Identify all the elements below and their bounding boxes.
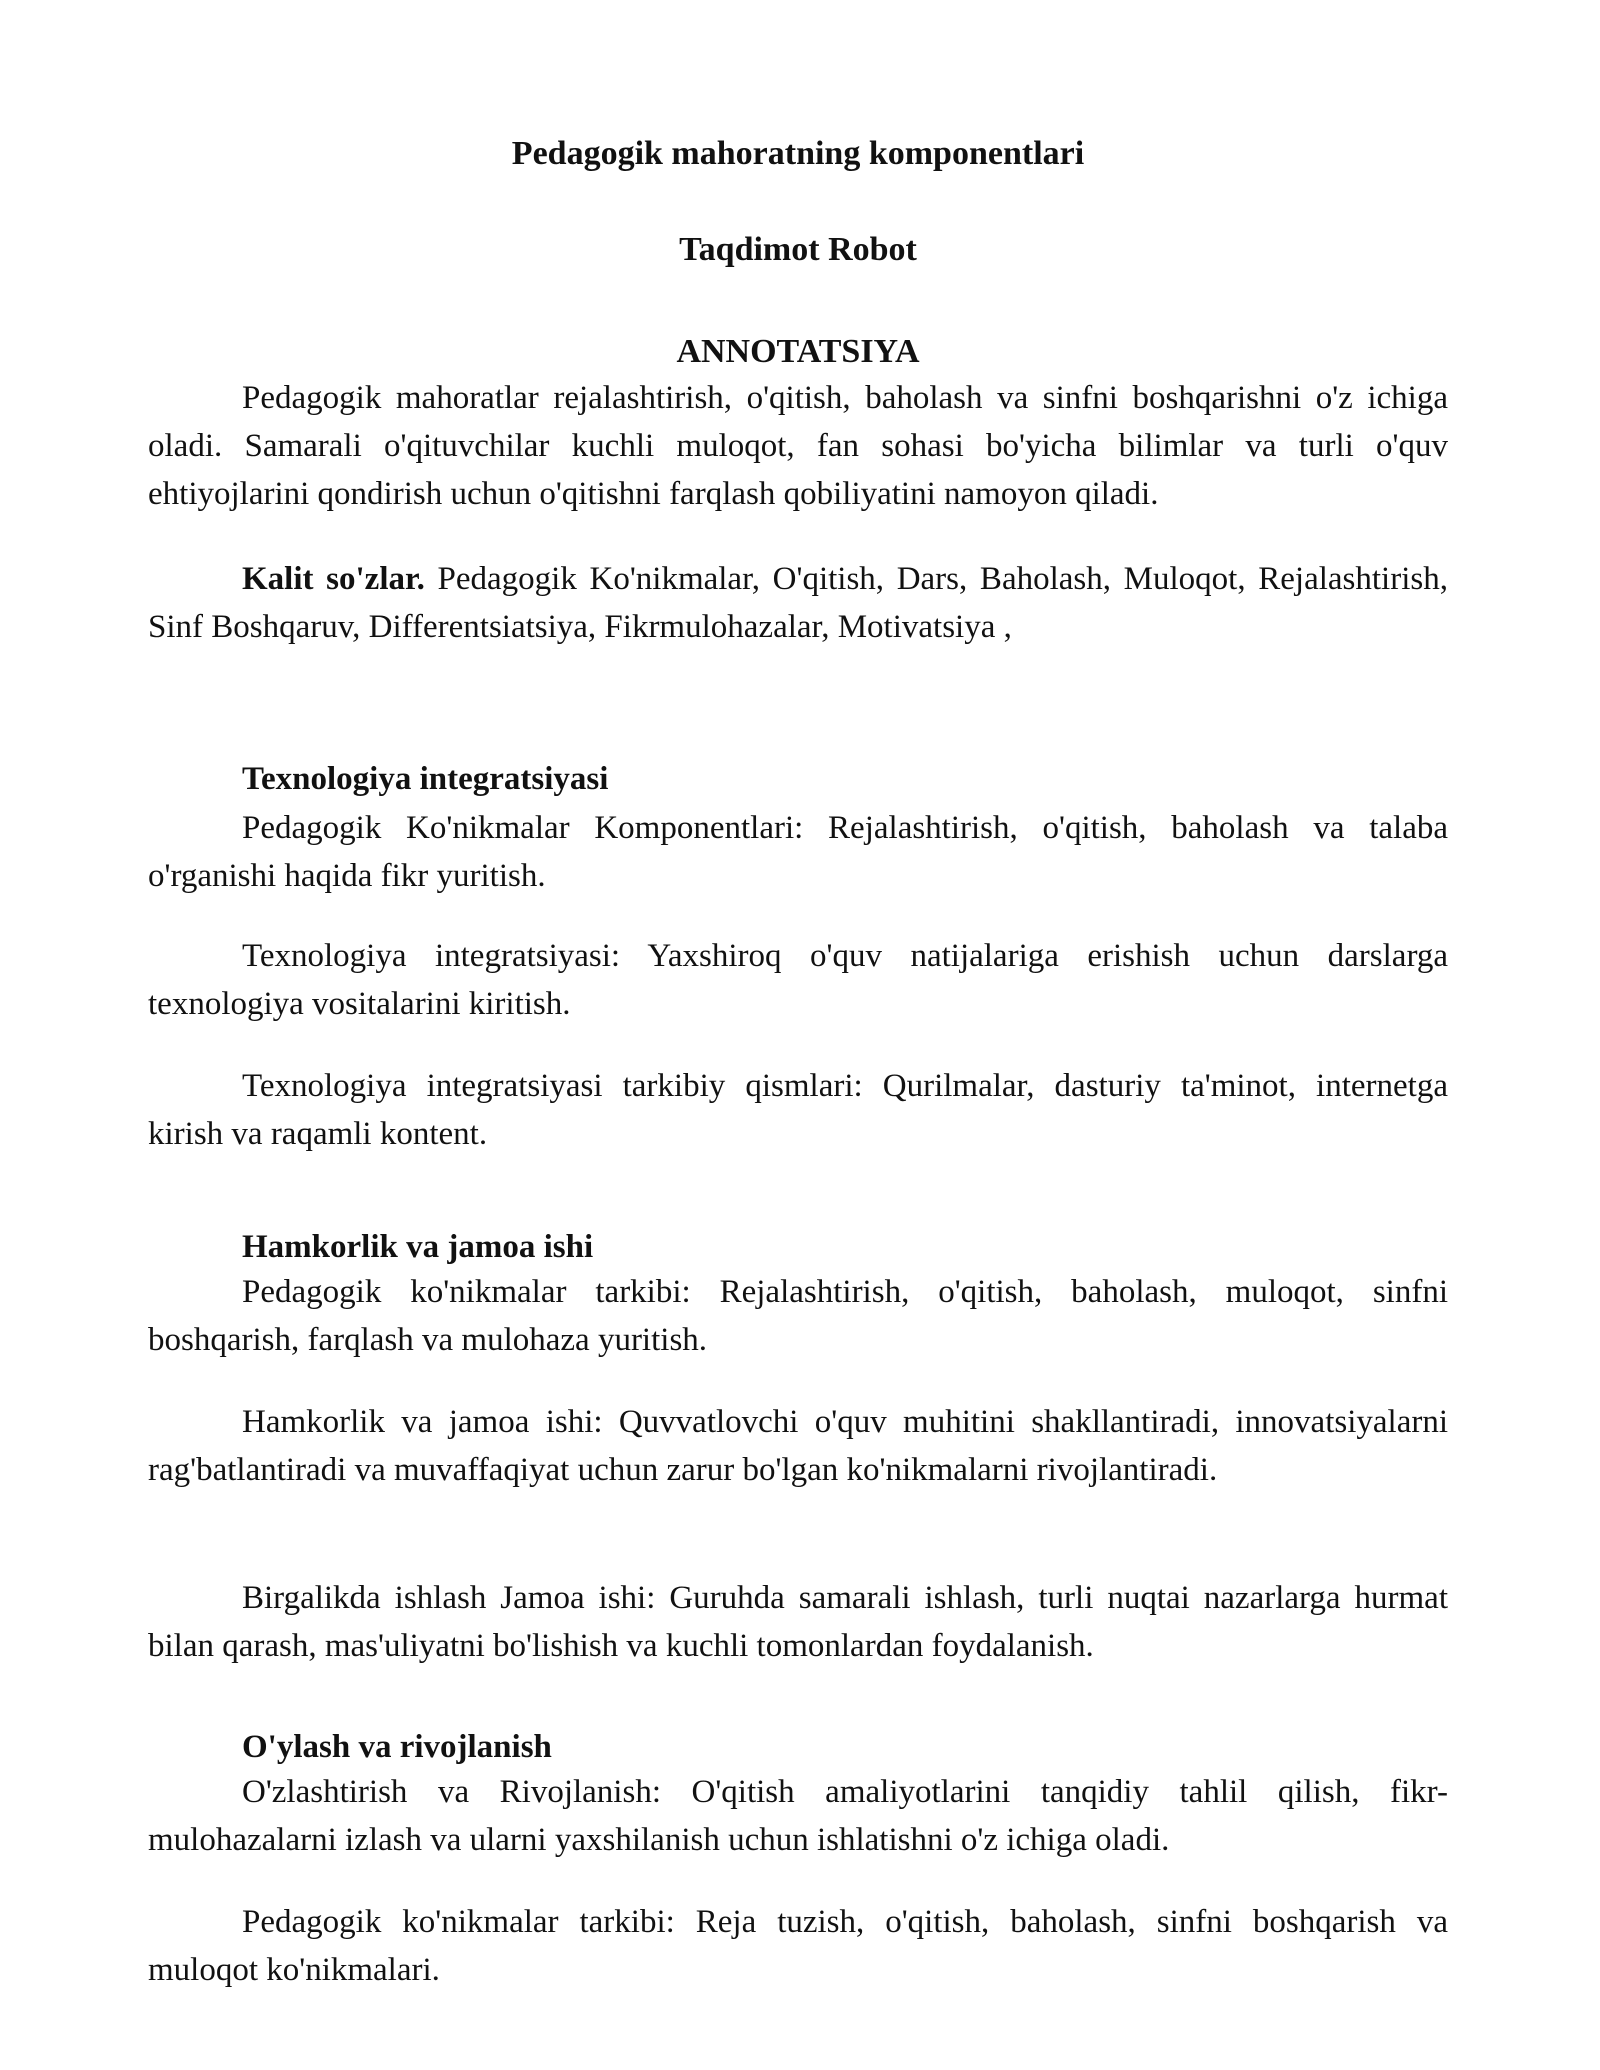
section-heading-collaboration: Hamkorlik va jamoa ishi [242, 1229, 594, 1265]
paragraph: Birgalikda ishlash Jamoa ishi: Guruhda samarali ishlash, turli nuqtai nazarlarga hurmat bilan qarash, mas'uliyatni bo'lishish va kuchli tomonlardan foydalanish. [148, 1580, 1448, 1664]
keywords-label: Kalit so'zlar. [242, 561, 425, 597]
keywords-text: Pedagogik Ko'nikmalar, O'qitish, Dars, Baholash, Muloqot, Rejalashtirish, Sinf Boshqaruv, Differentsiatsiya, Fikrmulohazalar, Motivatsiya , [148, 561, 1448, 645]
annotation-heading: ANNOTATSIYA [676, 333, 920, 370]
document-title: Pedagogik mahoratning komponentlari [511, 135, 1085, 172]
paragraph: Texnologiya integratsiyasi: Yaxshiroq o'quv natijalariga erishish uchun darslarga texnologiya vositalarini kiritish. [148, 938, 1448, 1022]
paragraph: Hamkorlik va jamoa ishi: Quvvatlovchi o'quv muhitini shakllantiradi, innovatsiyalarni rag'batlantiradi va muvaffaqiyat uchun zarur bo'lgan ko'nikmalarni rivojlantiradi. [148, 1404, 1448, 1488]
document-subtitle: Taqdimot Robot [679, 231, 917, 268]
paragraph: Texnologiya integratsiyasi tarkibiy qismlari: Qurilmalar, dasturiy ta'minot, internetga kirish va raqamli kontent. [148, 1068, 1448, 1152]
annotation-text: Pedagogik mahoratlar rejalashtirish, o'qitish, baholash va sinfni boshqarishni o'z ichiga oladi. Samarali o'qituvchilar kuchli muloqot, fan sohasi bo'yicha bilimlar va turli o'quv ehtiyojlarini qondirish uchun o'qitishni farqlash qobiliyatini namoyon qiladi. [148, 380, 1448, 512]
section-heading-technology: Texnologiya integratsiyasi [242, 761, 609, 797]
paragraph: Pedagogik ko'nikmalar tarkibi: Rejalashtirish, o'qitish, baholash, muloqot, sinfni boshqarish, farqlash va mulohaza yuritish. [148, 1274, 1448, 1358]
paragraph: Pedagogik ko'nikmalar tarkibi: Reja tuzish, o'qitish, baholash, sinfni boshqarish va muloqot ko'nikmalari. [148, 1904, 1448, 1988]
paragraph: Pedagogik Ko'nikmalar Komponentlari: Rejalashtirish, o'qitish, baholash va talaba o'rganishi haqida fikr yuritish. [148, 810, 1448, 894]
section-heading-reflection: O'ylash va rivojlanish [242, 1729, 552, 1765]
keywords-paragraph [148, 555, 1448, 651]
paragraph: O'zlashtirish va Rivojlanish: O'qitish amaliyotlarini tanqidiy tahlil qilish, fikr-mulohazalarni izlash va ularni yaxshilanish uchun ishlatishni o'z ichiga oladi. [148, 1774, 1448, 1858]
